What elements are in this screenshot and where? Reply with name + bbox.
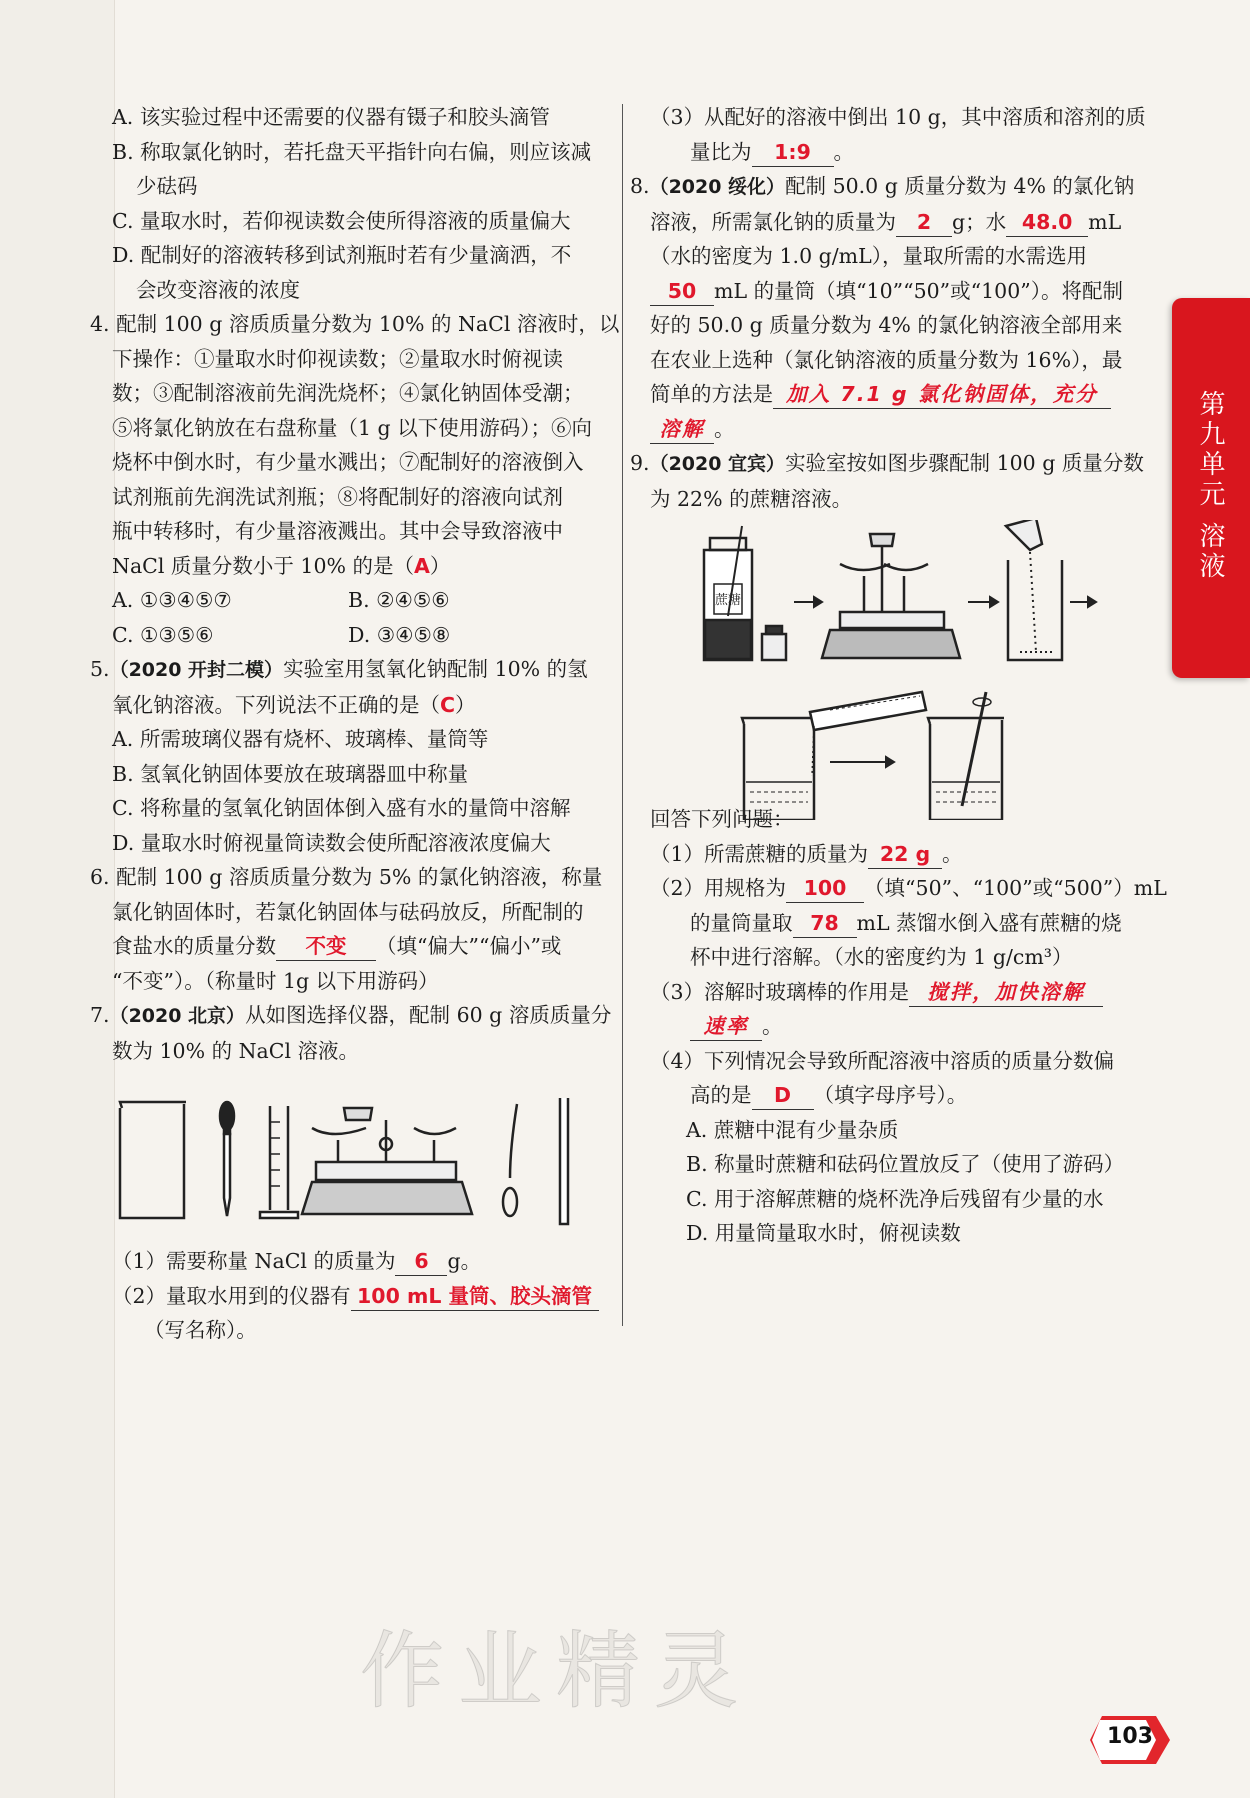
page-number: 103 xyxy=(1107,1724,1153,1749)
q9-answer-2: 100 xyxy=(786,874,864,903)
q9-sub-1: （1）所需蔗糖的质量为 22 g 。 xyxy=(650,837,1150,872)
beaker-stirring-icon xyxy=(928,692,1004,820)
q5-option-a: A. 所需玻璃仪器有烧杯、玻璃棒、量筒等 xyxy=(112,727,489,751)
q6-stem-2: 氯化钠固体时，若氯化钠固体与砝码放反，所配制的 xyxy=(112,899,584,924)
q7-answer-2: 100 mL 量筒、胶头滴管 xyxy=(351,1282,599,1311)
q4-stem-5: 烧杯中倒水时，有少量水溅出；⑦配制好的溶液倒入 xyxy=(112,450,584,474)
q8-answer-4-cont: 溶解 xyxy=(650,415,714,444)
balance-icon xyxy=(822,534,960,658)
q9-source: （2020 宜宾） xyxy=(649,453,786,475)
q8-answer-3: 50 xyxy=(650,277,714,306)
q5-source: （2020 开封二模） xyxy=(109,659,284,681)
q9-sub-2: （2）用规格为 100 （填“50”、“100”或“500”）mL xyxy=(650,871,1150,906)
arrow-icon xyxy=(968,597,998,607)
q9-option-b: B. 称量时蔗糖和砝码位置放反了（使用了游码） xyxy=(686,1152,1125,1176)
q5-stem-1: 5.（2020 开封二模）实验室用氢氧化钠配制 10% 的氢 xyxy=(90,657,588,681)
q4-stem-6: 试剂瓶前先润洗试剂瓶；⑧将配制好的溶液向试剂 xyxy=(112,484,563,509)
q7-3-stem-2: 量比为 1:9 。 xyxy=(650,135,1150,170)
arrow-icon xyxy=(830,757,894,767)
q7-source: （2020 北京） xyxy=(109,1005,246,1027)
q8-stem-6: 在农业上选种（氯化钠溶液的质量分数为 16%），最 xyxy=(650,347,1123,372)
q9-sub-4-cont: 高的是 D （填字母序号）。 xyxy=(650,1078,1150,1113)
q4-stem-8: NaCl 质量分数小于 10% 的是（A） xyxy=(112,553,451,578)
cylinder-pouring-icon xyxy=(810,692,926,776)
beaker-water-icon xyxy=(742,718,816,820)
q9-sub-3: （3）溶解时玻璃棒的作用是 搅拌，加快溶解 xyxy=(650,975,1150,1010)
watermark: 作业精灵 xyxy=(360,1622,753,1720)
q3-option-d: D. 配制好的溶液转移到试剂瓶时若有少量滴洒，不 xyxy=(112,243,572,267)
q9-answer-4: 搅拌，加快溶解 xyxy=(909,978,1103,1007)
q8-stem-7: 简单的方法是 加入 7.1 g 氯化钠固体，充分 xyxy=(650,377,1150,412)
q6-stem-1: 6. 配制 100 g 溶质质量分数为 5% 的氯化钠溶液，称量 xyxy=(90,865,603,889)
column-divider xyxy=(622,104,623,1326)
q5-option-d: D. 量取水时俯视量筒读数会使所配溶液浓度偏大 xyxy=(112,830,551,855)
balance-icon xyxy=(302,1108,472,1214)
q7-stem-1: 7.（2020 北京）从如图选择仪器，配制 60 g 溶质质量分 xyxy=(90,1003,612,1027)
q5-answer: C xyxy=(440,692,456,717)
q7-sub-2-cont: （写名称）。 xyxy=(144,1318,257,1342)
q4-stem-7: 瓶中转移时，有少量溶液溅出。其中会导致溶液中 xyxy=(112,519,563,543)
q7-sub-1: （1）需要称量 NaCl 的质量为 6 g。 xyxy=(90,1244,612,1279)
q8-stem-8: 溶解 。 xyxy=(650,412,1150,447)
q9-sub-2-cont: 的量筒量取 78 mL 蒸馏水倒入盛有蔗糖的烧 xyxy=(650,906,1150,941)
q4-stem-4: ⑤将氯化钠放在右盘称量（1 g 以下使用游码）；⑥向 xyxy=(112,415,592,440)
beaker-icon xyxy=(120,1102,186,1218)
q9-stem-1: 9.（2020 宜宾）实验室按如图步骤配制 100 g 质量分数 xyxy=(630,451,1144,475)
q8-stem-1: 8.（2020 绥化）配制 50.0 g 质量分数为 4% 的氯化钠 xyxy=(630,174,1135,198)
dropper-icon xyxy=(220,1102,234,1216)
q3-option-c: C. 量取水时，若仰视读数会使所得溶液的质量偏大 xyxy=(112,208,571,233)
q8-answer-2: 48.0 xyxy=(1006,208,1088,237)
q6-stem-4: “不变”）。（称量时 1g 以下用游码） xyxy=(112,968,439,993)
q9-option-d: D. 用量筒量取水时，俯视读数 xyxy=(686,1221,961,1245)
sugar-bottle-icon xyxy=(704,526,786,660)
q4-option-c: C. ①③⑤⑥ xyxy=(112,622,214,647)
q4-stem-2: 下操作：①量取水时仰视读数；②量取水时俯视读 xyxy=(112,346,563,371)
q4-answer: A xyxy=(414,553,430,578)
arrow-icon xyxy=(794,597,822,607)
q6-answer: 不变 xyxy=(276,932,376,961)
q9-procedure-figure xyxy=(690,520,1120,820)
q7-3-stem-1: （3）从配好的溶液中倒出 10 g，其中溶质和溶剂的质 xyxy=(650,105,1146,129)
q5-option-c: C. 将称量的氢氧化钠固体倒入盛有水的量筒中溶解 xyxy=(112,796,571,820)
q9-option-a: A. 蔗糖中混有少量杂质 xyxy=(686,1117,899,1142)
q4-option-b: B. ②④⑤⑥ xyxy=(348,588,450,612)
graduated-cylinder-icon xyxy=(260,1106,298,1218)
q4-options-row-1 xyxy=(90,583,612,618)
q3-option-b: B. 称取氯化钠时，若托盘天平指针向右偏，则应该减 xyxy=(112,139,592,164)
q7-answer-1: 6 xyxy=(395,1247,447,1276)
q9-sub-2-cont-2: 杯中进行溶解。（水的密度约为 1 g/cm³） xyxy=(690,945,1073,969)
q9-prompt: 回答下列问题： xyxy=(650,807,794,831)
q9-answer-3: 78 xyxy=(793,909,857,938)
q9-answer-4-cont: 速率 xyxy=(690,1012,762,1041)
chapter-tab-label: 第九单元 溶液 xyxy=(1195,390,1225,583)
q7-instruments-figure xyxy=(112,1098,612,1228)
arrow-icon xyxy=(1070,597,1096,607)
q8-answer-4: 加入 7.1 g 氯化钠固体，充分 xyxy=(773,380,1111,409)
q4-option-d: D. ③④⑤⑧ xyxy=(348,622,451,647)
q7-stem-2: 数为 10% 的 NaCl 溶液。 xyxy=(112,1038,360,1063)
q9-answer-1: 22 g xyxy=(868,840,942,869)
q4-stem-3: 数；③配制溶液前先润洗烧杯；④氯化钠固体受潮； xyxy=(112,381,584,405)
q9-answer-5: D xyxy=(752,1081,814,1110)
q5-option-b: B. 氢氧化钠固体要放在玻璃器皿中称量 xyxy=(112,761,469,786)
q5-stem-2: 氧化钠溶液。下列说法不正确的是（C） xyxy=(112,692,476,717)
q8-answer-1: 2 xyxy=(896,208,952,237)
q4-options-row-2 xyxy=(90,618,612,653)
q9-sub-3-cont: 速率 。 xyxy=(650,1009,1150,1044)
q9-stem-2: 为 22% 的蔗糖溶液。 xyxy=(650,486,853,511)
q9-sub-4: （4）下列情况会导致所配溶液中溶质的质量分数偏 xyxy=(650,1048,1115,1073)
q3-option-b-cont: 少砝码 xyxy=(136,174,198,198)
q9-option-c: C. 用于溶解蔗糖的烧杯洗净后残留有少量的水 xyxy=(686,1186,1104,1211)
q8-stem-4: 50 mL 的量筒（填“10”“50”或“100”）。将配制 xyxy=(650,274,1150,309)
q3-option-d-cont: 会改变溶液的浓度 xyxy=(136,277,300,302)
q7-sub-2: （2）量取水用到的仪器有 100 mL 量筒、胶头滴管 xyxy=(90,1279,612,1314)
q4-stem-1: 4. 配制 100 g 溶质质量分数为 10% 的 NaCl 溶液时，以 xyxy=(90,312,620,336)
q7-3-answer: 1:9 xyxy=(752,138,834,167)
q3-option-a: A. 该实验过程中还需要的仪器有镊子和胶头滴管 xyxy=(112,105,550,129)
q8-stem-2: 溶液，所需氯化钠的质量为 2 g；水 48.0 mL xyxy=(650,205,1150,240)
q6-stem-3: 食盐水的质量分数 不变 （填“偏大”“偏小”或 xyxy=(90,929,612,964)
glass-rod-icon xyxy=(560,1098,568,1224)
q8-source: （2020 绥化） xyxy=(649,176,786,198)
spoon-icon xyxy=(503,1104,517,1216)
q4-option-a: A. ①③④⑤⑦ xyxy=(112,588,232,612)
q8-stem-3: （水的密度为 1.0 g/mL），量取所需的水需选用 xyxy=(650,244,1087,268)
bottle-label: 蔗糖 xyxy=(714,593,742,608)
q8-stem-5: 好的 50.0 g 质量分数为 4% 的氯化钠溶液全部用来 xyxy=(650,313,1123,337)
beaker-pouring-icon xyxy=(1006,520,1062,660)
